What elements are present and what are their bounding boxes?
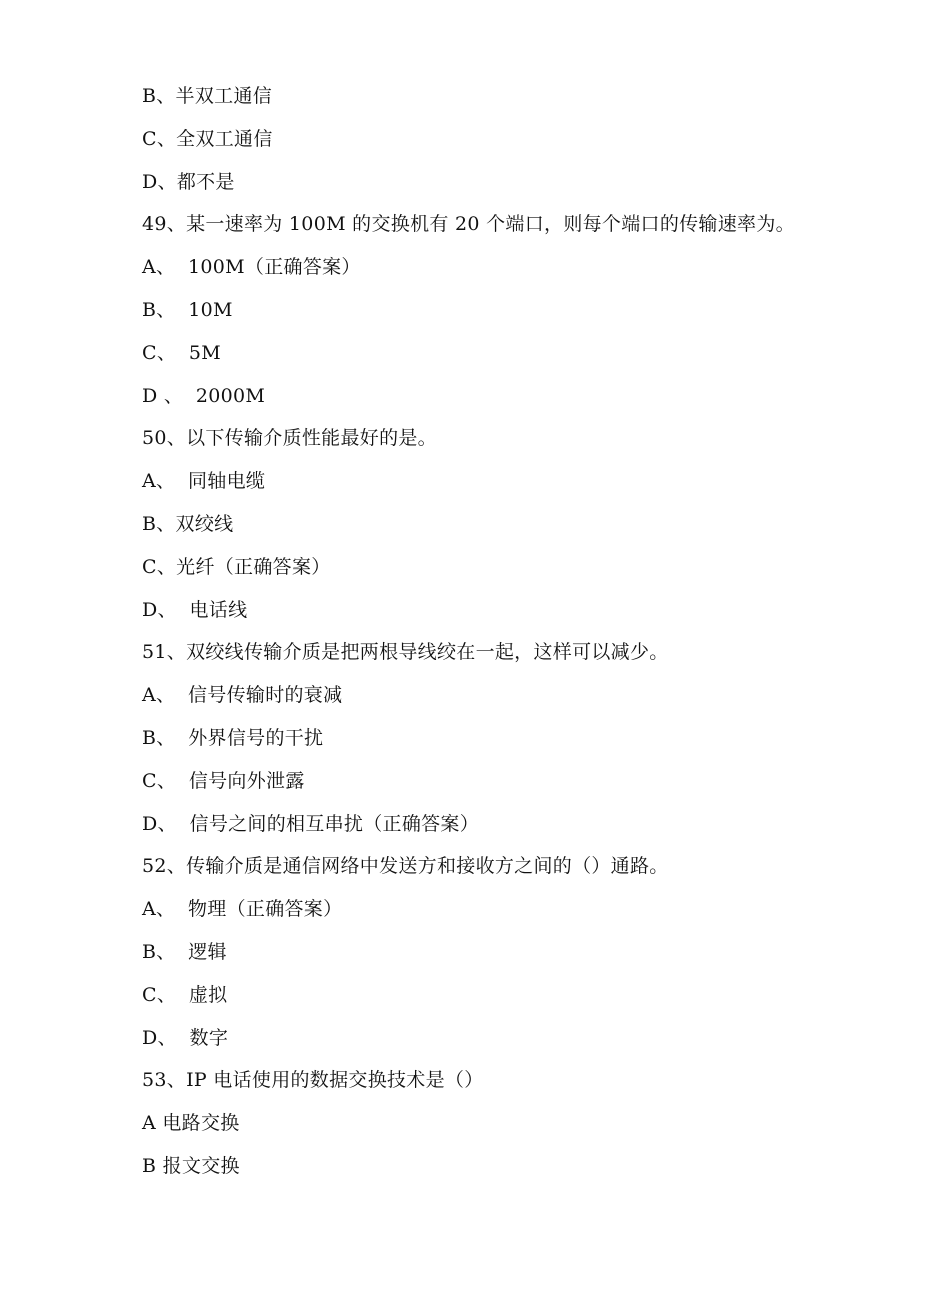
question-text: 52、传输介质是通信网络中发送方和接收方之间的（）通路。 <box>142 855 669 878</box>
answer-option: B、 逻辑 <box>142 940 227 963</box>
question-text: 49、某一速率为 100M 的交换机有 20 个端口，则每个端口的传输速率为。 <box>142 213 795 236</box>
answer-option: B、半双工通信 <box>142 85 273 107</box>
document-body <box>142 82 902 1195</box>
answer-option: C、 虚拟 <box>142 983 228 1006</box>
answer-option: C、光纤（正确答案） <box>142 555 331 578</box>
answer-option: A、 同轴电缆 <box>142 470 266 493</box>
answer-option: A 电路交换 <box>142 1112 240 1135</box>
answer-option: A、 物理（正确答案） <box>142 898 343 921</box>
answer-option: A、 100M（正确答案） <box>142 256 361 279</box>
answer-option: B 报文交换 <box>142 1154 240 1177</box>
question-text: 53、IP 电话使用的数据交换技术是（） <box>142 1069 484 1092</box>
answer-option: C、 信号向外泄露 <box>142 769 305 792</box>
answer-option: C、全双工通信 <box>142 127 273 150</box>
answer-option: B、 10M <box>142 298 233 321</box>
answer-option: D、 数字 <box>142 1026 229 1049</box>
answer-option: A、 信号传输时的衰减 <box>142 684 343 707</box>
answer-option: B、双绞线 <box>142 512 234 535</box>
answer-option: D、 电话线 <box>142 598 248 621</box>
answer-option: B、 外界信号的干扰 <box>142 726 324 749</box>
answer-option: C、 5M <box>142 341 221 364</box>
answer-option: D、都不是 <box>142 170 235 193</box>
question-text: 51、双绞线传输介质是把两根导线绞在一起，这样可以减少。 <box>142 641 669 664</box>
question-text: 50、以下传输介质性能最好的是。 <box>142 427 437 450</box>
answer-option: D、 信号之间的相互串扰（正确答案） <box>142 812 480 835</box>
answer-option: D 、 2000M <box>142 384 266 407</box>
